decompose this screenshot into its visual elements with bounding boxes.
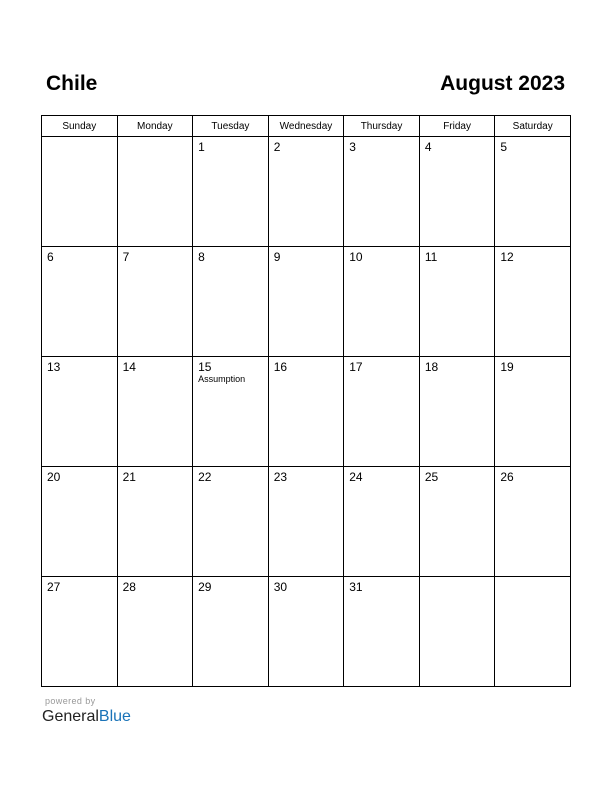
day-cell [268,467,344,577]
day-cell [495,137,571,247]
day-cell [495,577,571,687]
day-number: 29 [198,580,212,594]
day-cell [193,137,269,247]
day-cell [344,247,420,357]
day-number: 14 [122,360,136,374]
day-number: 2 [273,140,281,154]
day-cell [42,137,118,247]
day-number: 23 [273,470,288,484]
day-cell [419,467,495,577]
day-number: 11 [424,250,438,264]
day-cell [42,467,118,577]
day-cell [495,357,571,467]
day-cell [268,137,344,247]
day-cell [344,467,420,577]
day-cell [419,247,495,357]
day-cell [117,247,193,357]
day-number: 22 [198,470,212,484]
weekday-header: Friday [419,116,495,137]
day-number: 24 [349,470,363,484]
day-cell [193,247,269,357]
day-number: 30 [273,580,288,594]
day-number: 9 [273,250,281,264]
day-number: 25 [424,470,439,484]
day-cell [193,467,269,577]
calendar-grid [41,115,571,687]
day-number: 16 [273,360,288,374]
day-cell [495,247,571,357]
day-cell [42,577,118,687]
day-number: 20 [47,470,61,484]
weekday-header-row [42,116,571,137]
day-cell [419,577,495,687]
holiday-label: Assumption [198,374,246,384]
day-cell [268,577,344,687]
powered-by-text: powered by [45,696,96,706]
day-number: 26 [500,470,514,484]
day-cell [419,137,495,247]
day-number [118,137,193,140]
week-row [42,247,571,357]
day-number: 31 [349,580,363,594]
day-number: 1 [198,140,205,154]
day-number: 18 [424,360,439,374]
day-number: 12 [500,250,514,264]
day-number: 17 [349,360,363,374]
day-cell [344,137,420,247]
day-cell [268,357,344,467]
day-cell [117,467,193,577]
day-cell [42,357,118,467]
month-year-title: August 2023 [440,72,565,95]
weekday-header: Wednesday [268,116,344,137]
week-row [42,467,571,577]
day-number: 21 [122,470,136,484]
weekday-header: Sunday [42,116,118,137]
day-number: 3 [349,140,356,154]
day-number: 27 [47,580,61,594]
day-number [495,577,570,580]
day-number [42,137,117,140]
day-cell [117,357,193,467]
day-cell [268,247,344,357]
weekday-header: Saturday [495,116,571,137]
day-cell [193,577,269,687]
day-cell [193,357,269,467]
day-number [420,577,495,580]
week-row [42,137,571,247]
day-number: 5 [500,140,508,154]
weekday-header: Thursday [344,116,420,137]
day-cell [344,357,420,467]
week-row [42,577,571,687]
day-cell [419,357,495,467]
brand-name [42,707,131,727]
day-cell [495,467,571,577]
day-number: 4 [424,140,432,154]
day-number: 15 [198,360,212,374]
day-number: 6 [47,250,54,264]
generalblue-logo[interactable] [42,696,131,727]
day-cell [42,247,118,357]
weekday-header: Tuesday [193,116,269,137]
day-number: 28 [122,580,136,594]
day-number: 8 [198,250,205,264]
day-cell [117,577,193,687]
week-row [42,357,571,467]
day-number: 19 [500,360,514,374]
day-number: 10 [349,250,363,264]
day-cell [117,137,193,247]
day-number: 13 [47,360,61,374]
brand-name-part1: General [42,708,99,725]
day-number: 7 [122,250,130,264]
country-title: Chile [46,72,98,95]
day-cell [344,577,420,687]
weekday-header: Monday [117,116,193,137]
brand-name-part2: Blue [98,708,131,725]
